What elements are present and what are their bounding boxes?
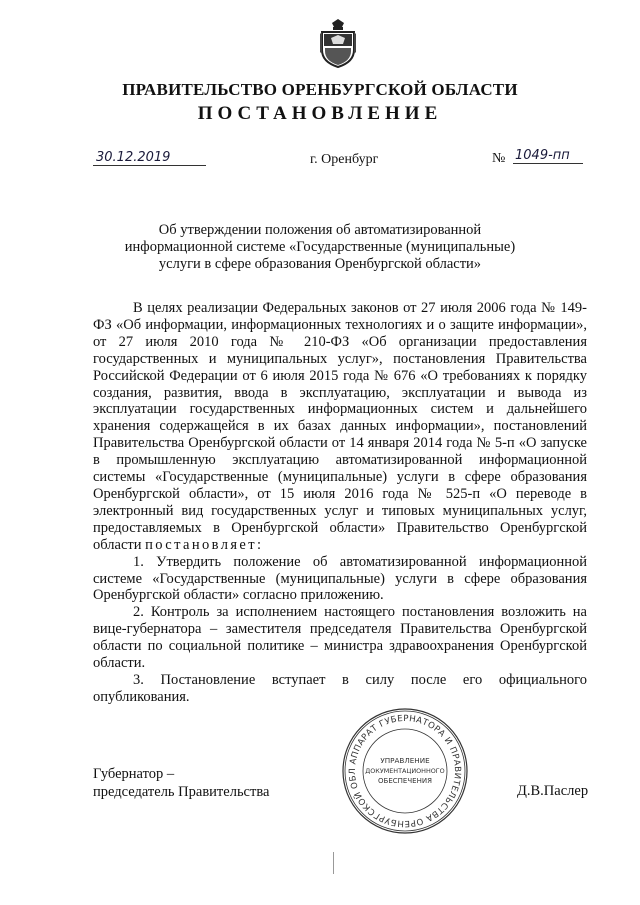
list-item: 2. Контроль за исполнением настоящего постановления возложить на вице-губернатора – заместителя председателя Правительства Оренбургской области по социальной политике – министра здравоохранения Оренбургской области. — [93, 604, 587, 672]
document-type: ПОСТАНОВЛЕНИЕ — [197, 103, 443, 124]
document-city: г. Оренбург — [310, 152, 379, 167]
stamp-center-line1: УПРАВЛЕНИЕ — [380, 756, 430, 765]
preamble-paragraph — [93, 300, 587, 554]
signatory-title-line2: председатель Правительства — [93, 784, 270, 800]
decree-word: постановляет: — [145, 536, 264, 553]
document-number: 1049-пп — [513, 148, 583, 164]
document-subject: Об утверждении положения об автоматизированной информационной системе «Государственные (муниципальные) услуги в сфере образования Оренбургской области» — [124, 222, 516, 272]
divider — [333, 852, 334, 874]
document-date: 30.12.2019 — [93, 150, 206, 166]
official-stamp — [340, 706, 470, 836]
stamp-center-line2: ДОКУМЕНТАЦИОННОГО — [365, 767, 445, 775]
organization-name: ПРАВИТЕЛЬСТВО ОРЕНБУРГСКОЙ ОБЛАСТИ — [122, 80, 518, 99]
document-body — [93, 300, 587, 706]
stamp-center-line3: ОБЕСПЕЧЕНИЯ — [378, 777, 432, 785]
signatory-title-line1: Губернатор – — [93, 766, 175, 782]
list-item: 3. Постановление вступает в силу после его официального опубликования. — [93, 671, 587, 705]
stamp-ring-text: АППАРАТ ГУБЕРНАТОРА И ПРАВИТЕЛЬСТВА ОРЕНБУРГСКОЙ ОБЛ — [347, 713, 463, 829]
signatory-title — [93, 765, 269, 801]
number-label: № — [492, 151, 506, 166]
list-item: 1. Утвердить положение об автоматизированной информационной системе «Государственные (муниципальные) услуги в сфере образования Оренбургской области» согласно приложению. — [93, 553, 587, 604]
coat-of-arms-icon — [318, 18, 358, 68]
signatory-name: Д.В.Паслер — [517, 783, 589, 799]
preamble-text: В целях реализации Федеральных законов от 27 июля 2006 года № 149-ФЗ «Об информации, информационных технологиях и о защите информации», от 27 июля 2010 года № 210-ФЗ «Об организации предоставления государственных и муниципальных услуг», постановления Правительства Российской Федерации от 6 июля 2015 года № 676 «О требованиях к порядку создания, развития, ввода в эксплуатацию, эксплуатации и вывода из эксплуатации государственных информационных систем и дальнейшего хранения содержащейся в их базах данных информации», постановлений Правительства Оренбургской области от 14 января 2014 года № 5-п «О запуске в промышленную эксплуатацию автоматизированной информационной системы «Государственные (муниципальные) услуги в сфере образования Оренбургской области», от 15 июля 2016 года № 525-п «О переводе в электронный вид государственных услуг и типовых муниципальных услуг, предоставляемых в Оренбургской области» Правительство Оренбургской области — [93, 300, 587, 553]
